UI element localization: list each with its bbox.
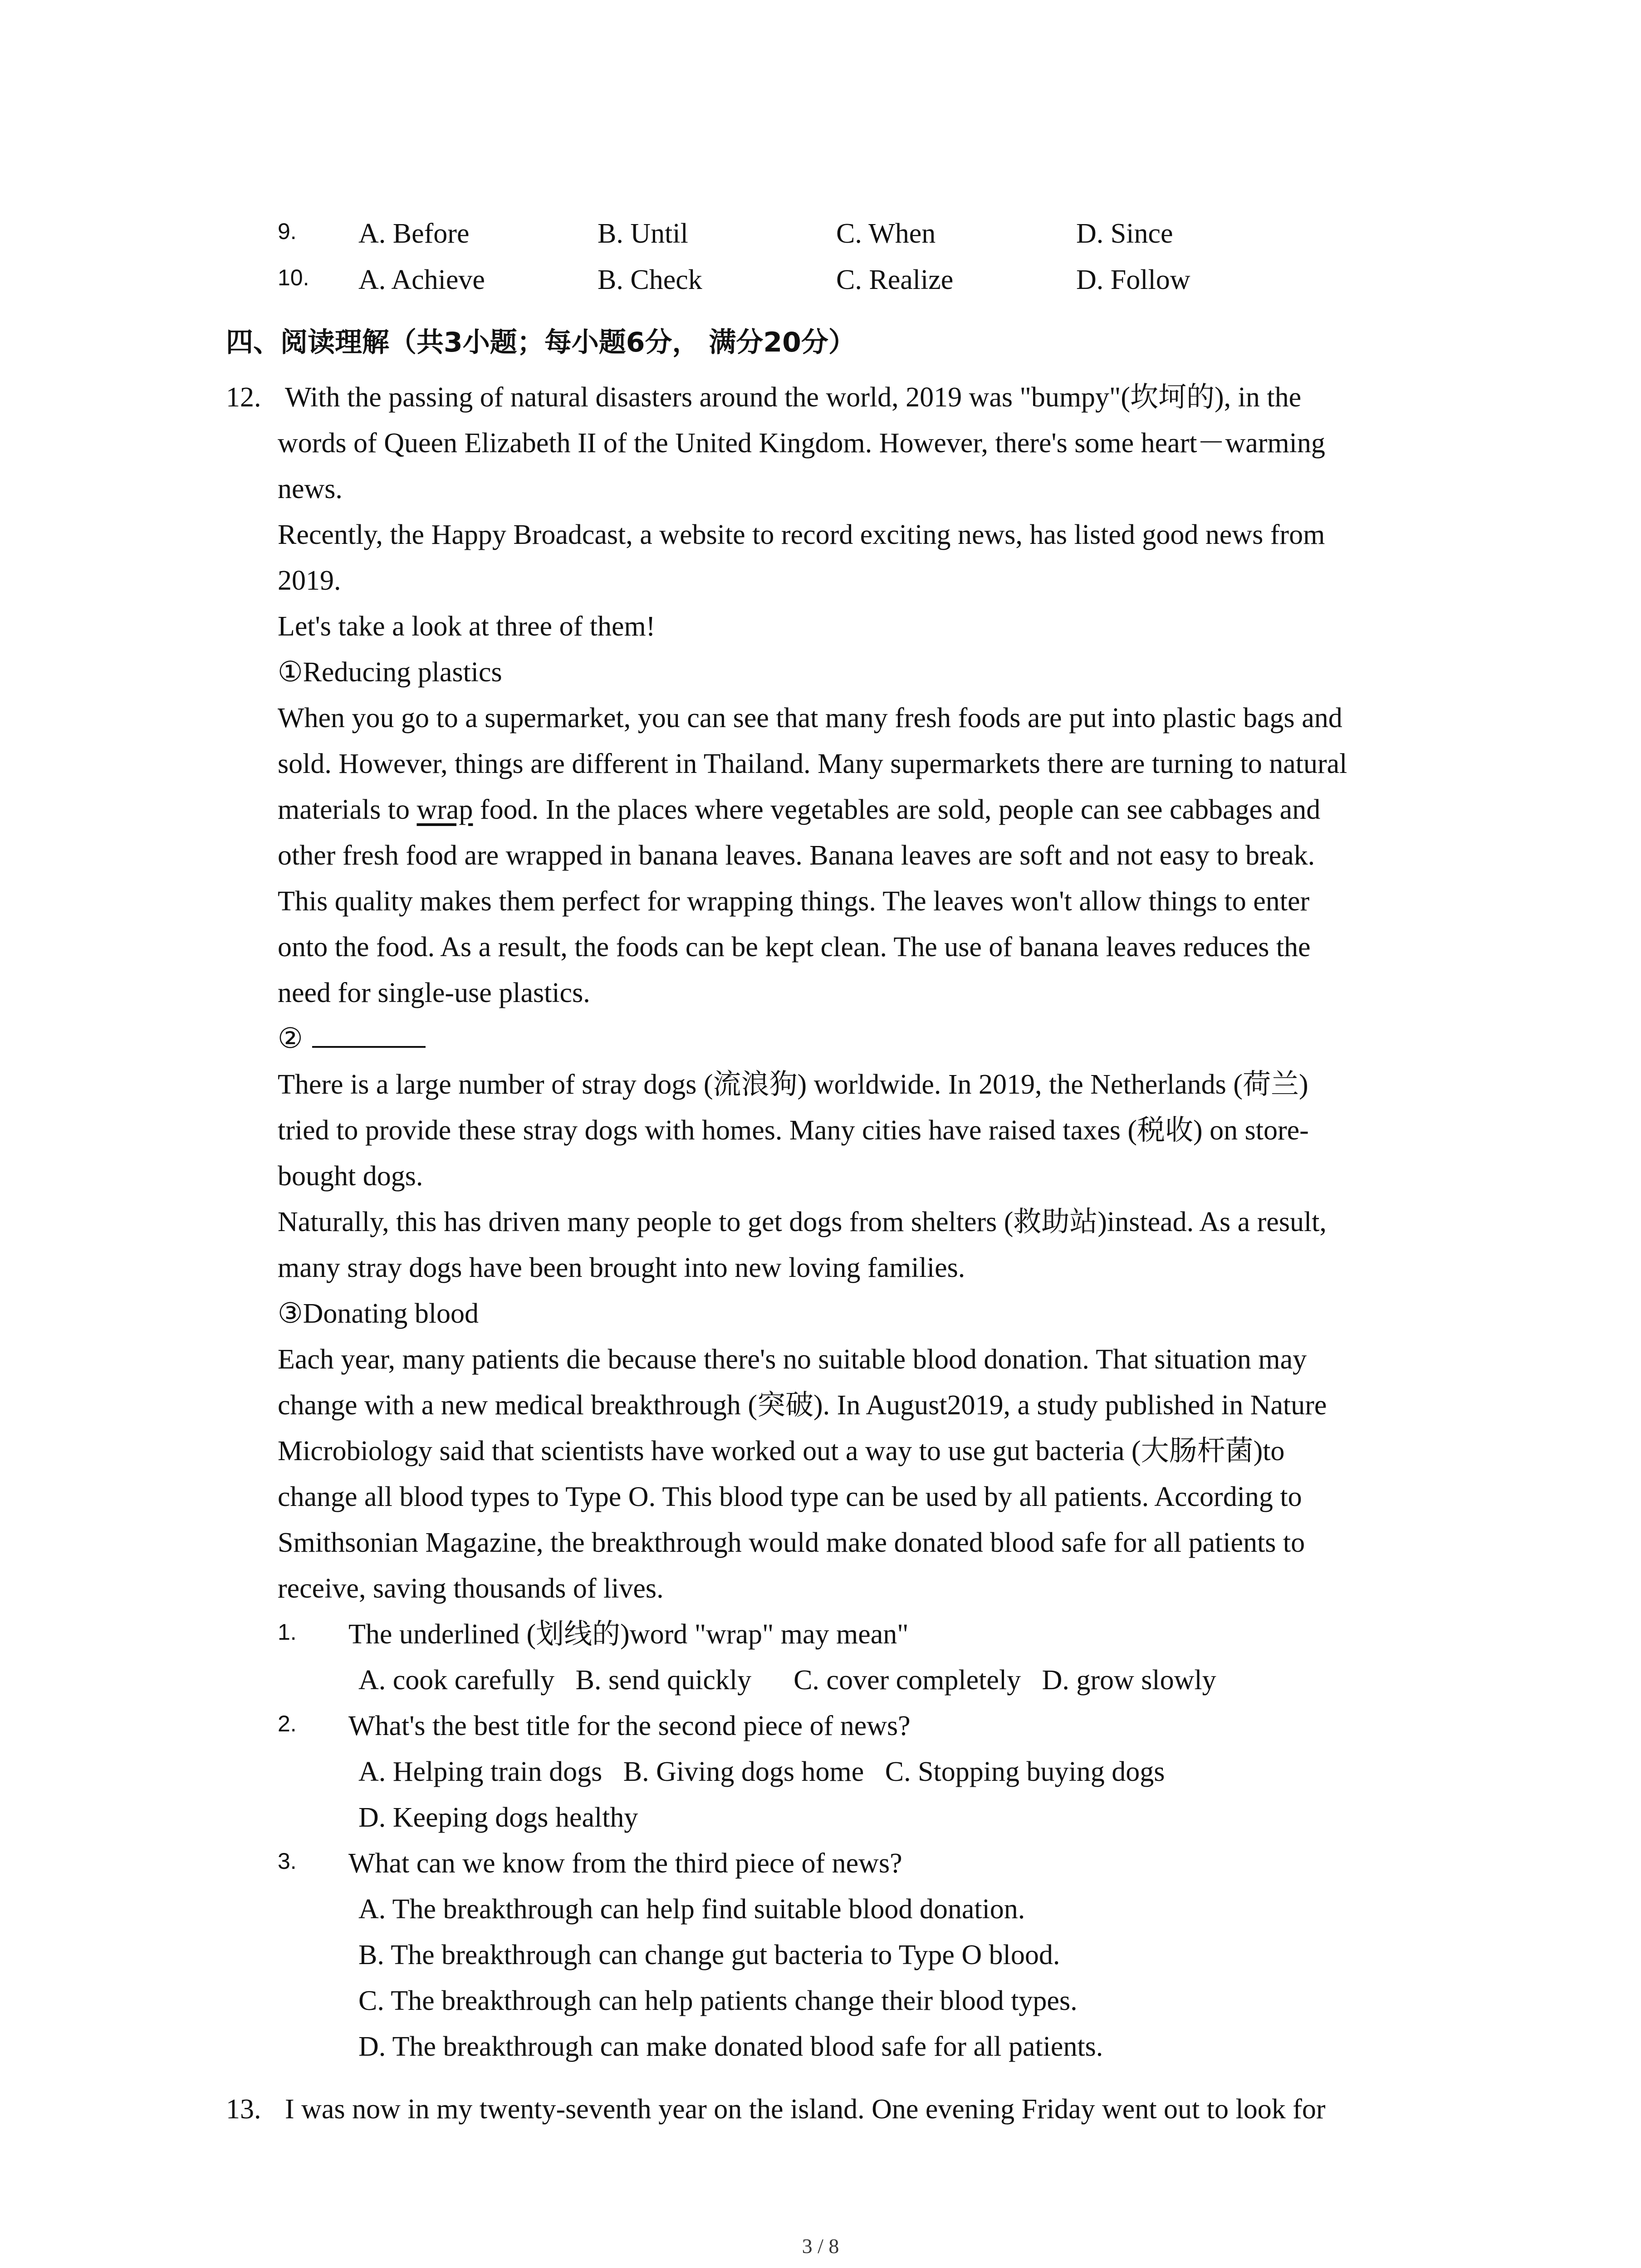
passage-line: onto the food. As a result, the foods can be kept clean. The use of banana leaves reduces the [278, 932, 1311, 963]
passage-line: Naturally, this has driven many people to get dogs from shelters (救助站)instead. As a result, [278, 1207, 1327, 1237]
sub-question-options [358, 1749, 1165, 1794]
option-a: A. Before [358, 218, 470, 249]
sub-question-number: 2. [278, 1711, 297, 1736]
answer-blank [312, 1019, 426, 1048]
passage-line: Let's take a look at three of them! [278, 611, 656, 642]
option-a: A. The breakthrough can help find suitable blood donation. [358, 1894, 1025, 1925]
option-d: D. Keeping dogs healthy [358, 1802, 638, 1833]
option-c: C. Realize [836, 264, 954, 295]
option-d: D. Since [1076, 218, 1173, 249]
option-a: A. Achieve [358, 264, 485, 295]
passage-line: many stray dogs have been brought into new loving families. [278, 1252, 965, 1283]
sub-question-stem: What can we know from the third piece of news? [348, 1848, 902, 1879]
question-number: 13. [226, 2094, 261, 2125]
option-c: C. Stopping buying dogs [885, 1756, 1165, 1787]
option-b: B. send quickly [575, 1665, 752, 1696]
passage-line: words of Queen Elizabeth II of the United Kingdom. However, there's some heart－warming [278, 428, 1325, 459]
passage-line: materials to wrap food. In the places where vegetables are sold, people can see cabbages and [278, 794, 1321, 825]
option-c: C. The breakthrough can help patients change their blood types. [358, 1985, 1078, 2016]
passage-line: need for single-use plastics. [278, 978, 590, 1008]
passage-line: bought dogs. [278, 1161, 423, 1192]
news-heading-blank: ② [278, 1016, 426, 1061]
sub-question-number: 3. [278, 1848, 297, 1874]
option-d: D. The breakthrough can make donated blood safe for all patients. [358, 2031, 1103, 2062]
sub-question-options [358, 1657, 1216, 1703]
sub-question-stem: What's the best title for the second piece of news? [348, 1711, 911, 1741]
option-b: B. Until [598, 218, 688, 249]
passage-line: news. [278, 474, 343, 504]
passage-line: other fresh food are wrapped in banana leaves. Banana leaves are soft and not easy to break. [278, 840, 1315, 871]
sub-question-stem: The underlined (划线的)word "wrap" may mean" [348, 1619, 909, 1650]
question-number: 12. [226, 382, 261, 413]
option-c: C. cover completely [794, 1665, 1021, 1696]
passage-line: sold. However, things are different in Thailand. Many supermarkets there are turning to natural [278, 748, 1347, 779]
passage-line: Smithsonian Magazine, the breakthrough would make donated blood safe for all patients to [278, 1527, 1305, 1558]
passage-line: I was now in my twenty-seventh year on the island. One evening Friday went out to look for [285, 2094, 1326, 2125]
option-d: D. grow slowly [1042, 1665, 1216, 1696]
passage-line: This quality makes them perfect for wrapping things. The leaves won't allow things to enter [278, 886, 1310, 917]
option-a: A. Helping train dogs [358, 1756, 603, 1787]
passage-line: tried to provide these stray dogs with homes. Many cities have raised taxes (税收) on store- [278, 1115, 1309, 1146]
option-a: A. cook carefully [358, 1665, 555, 1696]
underlined-word: wrap [416, 794, 473, 825]
passage-line: receive, saving thousands of lives. [278, 1573, 664, 1604]
passage-line: Each year, many patients die because there's no suitable blood donation. That situation may [278, 1344, 1307, 1375]
passage-line: change with a new medical breakthrough (突破). In August2019, a study published in Nature [278, 1390, 1327, 1421]
question-number: 9. [278, 219, 297, 244]
option-b: B. Giving dogs home [623, 1756, 864, 1787]
passage-line: 2019. [278, 565, 341, 596]
passage-line: With the passing of natural disasters around the world, 2019 was "bumpy"(坎坷的), in the [285, 382, 1302, 413]
passage-line: Recently, the Happy Broadcast, a website to record exciting news, has listed good news from [278, 519, 1325, 550]
passage-line: Microbiology said that scientists have worked out a way to use gut bacteria (大肠杆菌)to [278, 1436, 1285, 1466]
page-number: 3 / 8 [802, 2234, 839, 2258]
passage-line: When you go to a supermarket, you can see that many fresh foods are put into plastic bags and [278, 703, 1342, 733]
news-heading: ③Donating blood [278, 1298, 479, 1329]
option-d: D. Follow [1076, 264, 1190, 295]
news-heading: ①Reducing plastics [278, 657, 502, 688]
passage-line: change all blood types to Type O. This blood type can be used by all patients. According to [278, 1481, 1302, 1512]
sub-question-number: 1. [278, 1619, 297, 1645]
option-b: B. Check [598, 264, 702, 295]
section-heading: 四、阅读理解（共3小题；每小题6分， 满分20分） [226, 327, 856, 358]
question-number: 10. [278, 265, 309, 290]
passage-line: There is a large number of stray dogs (流浪狗) worldwide. In 2019, the Netherlands (荷兰) [278, 1069, 1308, 1100]
option-b: B. The breakthrough can change gut bacteria to Type O blood. [358, 1940, 1060, 1970]
option-c: C. When [836, 218, 936, 249]
